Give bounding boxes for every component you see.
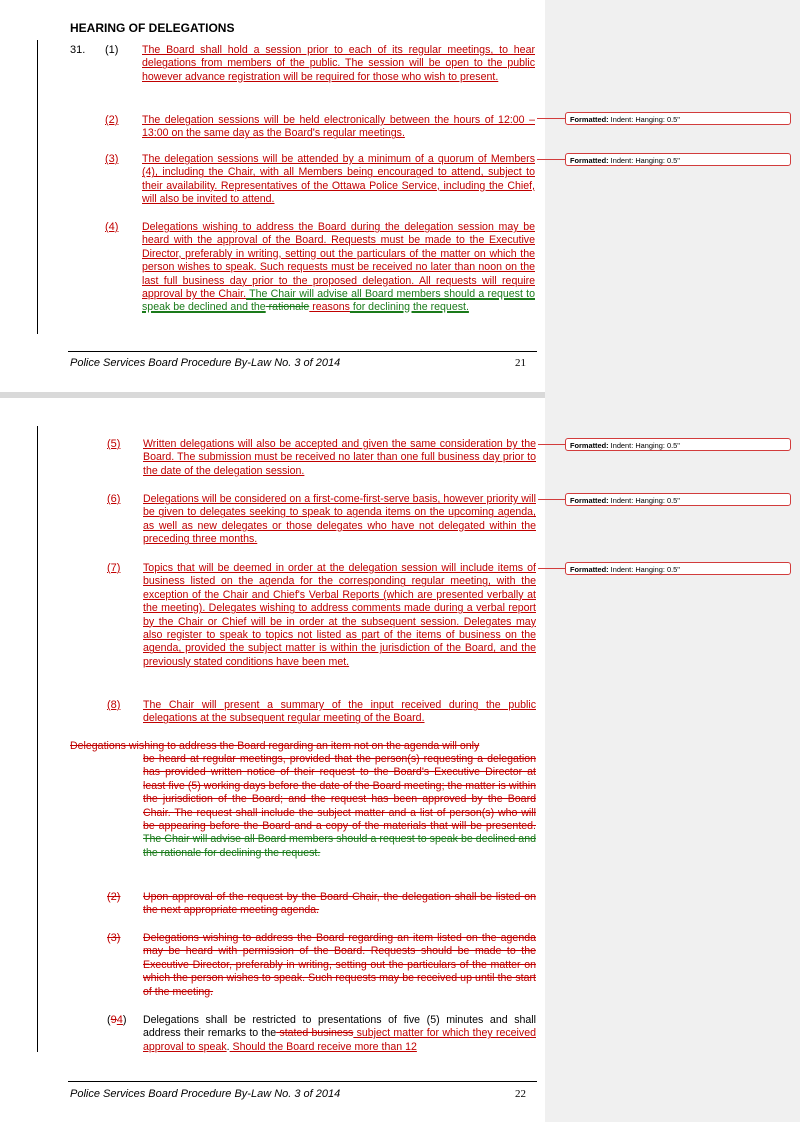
formatting-callout[interactable]: [565, 562, 791, 575]
para-4-number: (4): [105, 221, 119, 233]
para-6-number: (6): [107, 493, 121, 505]
callout-leader-line: [537, 159, 565, 160]
callout-leader-line: [538, 444, 565, 445]
deleted-block-lead[interactable]: [70, 740, 536, 753]
para-4-green-end: for declining the request.: [349, 301, 469, 314]
deleted-3-text[interactable]: Delegations wishing to address the Board regarding an item listed on the agenda may be heard with permission of the Board. Requests should be made to the Executive Director, preferably in writing, setting out the particulars of the matter on which the person wishes to speak. Such requests may be received up until the start of the meeting.: [143, 932, 536, 998]
para-4-red-text: Delegations wishing to address the Board during the delegation session may be heard with the approval of the Board. Requests must be made to the Executive Director, preferably in writing, setting out the particulars of the matter on which the person wishes to speak. Such requests must be received no later than noon on the last full business day prior to the proposed delegation. All requests will require approval by the Chair.: [142, 221, 535, 301]
para-3-number: (3): [105, 153, 119, 165]
formatting-callout[interactable]: [565, 112, 791, 125]
deleted-3-number: (3): [107, 932, 121, 944]
deleted-block-body-text: be heard at regular meetings, provided that the person(s) requesting a delegation has provided written notice of their request to the Board's Executive Director at least five (5) working days before the date of the Board meeting; the matter is within the jurisdiction of the Board; and the request has been approved by the Board Chair. The request shall include the subject matter and a list of person(s) who will be appearing before the Board and a copy of the materials that will be presented.: [143, 753, 536, 833]
callout-label-text: Indent: Hanging: 0.5": [608, 115, 680, 124]
para-4-green-deleted: rationale: [265, 301, 310, 314]
document-page-21: [0, 0, 545, 392]
change-bar: [37, 426, 38, 1052]
para-9-deleted-text: stated business: [276, 1027, 354, 1040]
para-2-number: (2): [105, 114, 119, 126]
formatting-callout[interactable]: [565, 153, 791, 166]
para-8-number: (8): [107, 699, 121, 711]
para-8-text[interactable]: The Chair will present a summary of the input received during the public delegations at the subsequent regular meeting of the Board.: [143, 699, 536, 725]
para-4-text[interactable]: [142, 221, 535, 315]
para-6-text[interactable]: Delegations will be considered on a first-come-first-serve basis, however priority will be given to delegates seeking to speak to agenda items on the upcoming agenda, as well as new delegates or those delegates who have not delegated within the preceding three months.: [143, 493, 536, 546]
para-9-number-inserted: 4: [116, 1014, 123, 1026]
deleted-block-green-text: The Chair will advise all Board members should a request to speak be declined and the rationale for declining the request.: [143, 833, 536, 859]
footer-title: Police Services Board Procedure By-Law No. 3 of 2014: [70, 1088, 341, 1100]
footer-title: Police Services Board Procedure By-Law No. 3 of 2014: [70, 357, 341, 369]
para-5-number: (5): [107, 438, 121, 450]
para-9-number-deleted: 9: [110, 1014, 117, 1026]
section-number: 31.: [70, 44, 86, 56]
deleted-2-number: (2): [107, 891, 121, 903]
change-bar: [37, 40, 38, 334]
callout-label-bold: Formatted:: [570, 496, 609, 505]
formatting-callout[interactable]: [565, 493, 791, 506]
callout-label-bold: Formatted:: [570, 156, 609, 165]
para-9-inserted-end: Should the Board receive more than 12: [229, 1040, 417, 1053]
callout-leader-line: [538, 568, 565, 569]
para-5-text[interactable]: Written delegations will also be accepted and given the same consideration by the Board. The submission must be received no later than one full business day prior to the date of the delegation session.: [143, 438, 536, 477]
callout-label-text: Indent: Hanging: 0.5": [608, 156, 680, 165]
para-9-number: (94): [107, 1014, 127, 1026]
callout-label-bold: Formatted:: [570, 565, 609, 574]
para-4-reasons: reasons: [309, 301, 350, 314]
para-2-text[interactable]: The delegation sessions will be held electronically between the hours of 12:00 – 13:00 on the same day as the Board's regular meetings.: [142, 114, 535, 140]
para-9-text[interactable]: [143, 1014, 536, 1054]
footer-rule: [68, 1081, 537, 1082]
callout-label-text: Indent: Hanging: 0.5": [608, 496, 680, 505]
callout-label-bold: Formatted:: [570, 441, 609, 450]
callout-leader-line: [537, 118, 565, 119]
deleted-block-lead-text: Delegations wishing to address the Board regarding an item not on the agenda will only: [70, 740, 480, 752]
formatting-callout[interactable]: [565, 438, 791, 451]
para-9-plain-text: Delegations shall be restricted to presentations of five (5) minutes and shall address their remarks to the: [143, 1014, 536, 1040]
para-3-text[interactable]: The delegation sessions will be attended by a minimum of a quorum of Members (4), including the Chair, with all Members being encouraged to attend, subject to their availability. Representatives of the Ottawa Police Service, including the Chief, will also be invited to attend.: [142, 153, 535, 206]
para-7-number: (7): [107, 562, 121, 574]
callout-label-text: Indent: Hanging: 0.5": [608, 565, 680, 574]
section-heading: HEARING OF DELEGATIONS: [70, 21, 235, 35]
para-1-text[interactable]: The Board shall hold a session prior to each of its regular meetings, to hear delegations from members of the public. The session will be open to the public however advance registration will be required for those who wish to present.: [142, 44, 535, 83]
deleted-2-text[interactable]: Upon approval of the request by the Board Chair, the delegation shall be listed on the next appropriate meeting agenda.: [143, 891, 536, 917]
comment-margin-pane: [545, 0, 800, 1122]
para-7-text[interactable]: Topics that will be deemed in order at the delegation session will include items of business listed on the agenda for the corresponding regular meeting, with the exception of the Chair and Chief's Verbal Reports (which are presented verbally at the meeting). Delegates wishing to address comments made during a verbal report by the Chair or Chief will be in order at the subsequent session. Delegates may also register to speak to topics not listed as part of the items of business on the agenda, provided the subject matter is within the jurisdiction of the Board, and the previously stated conditions have been met.: [143, 562, 536, 668]
footer-page-number: 21: [515, 357, 526, 369]
callout-label-text: Indent: Hanging: 0.5": [608, 441, 680, 450]
para-9-period: .: [226, 1040, 230, 1053]
para-9-inserted-text: subject matter for which they received approval to speak: [143, 1027, 536, 1053]
footer-rule: [68, 351, 537, 352]
document-page-22: [0, 398, 545, 1122]
para-4-green-text: The Chair will advise all Board members should a request to speak be declined and the: [142, 288, 535, 314]
callout-leader-line: [538, 499, 565, 500]
deleted-block-body[interactable]: [143, 753, 536, 860]
callout-label-bold: Formatted:: [570, 115, 609, 124]
para-1-number: (1): [105, 44, 119, 56]
footer-page-number: 22: [515, 1088, 526, 1100]
